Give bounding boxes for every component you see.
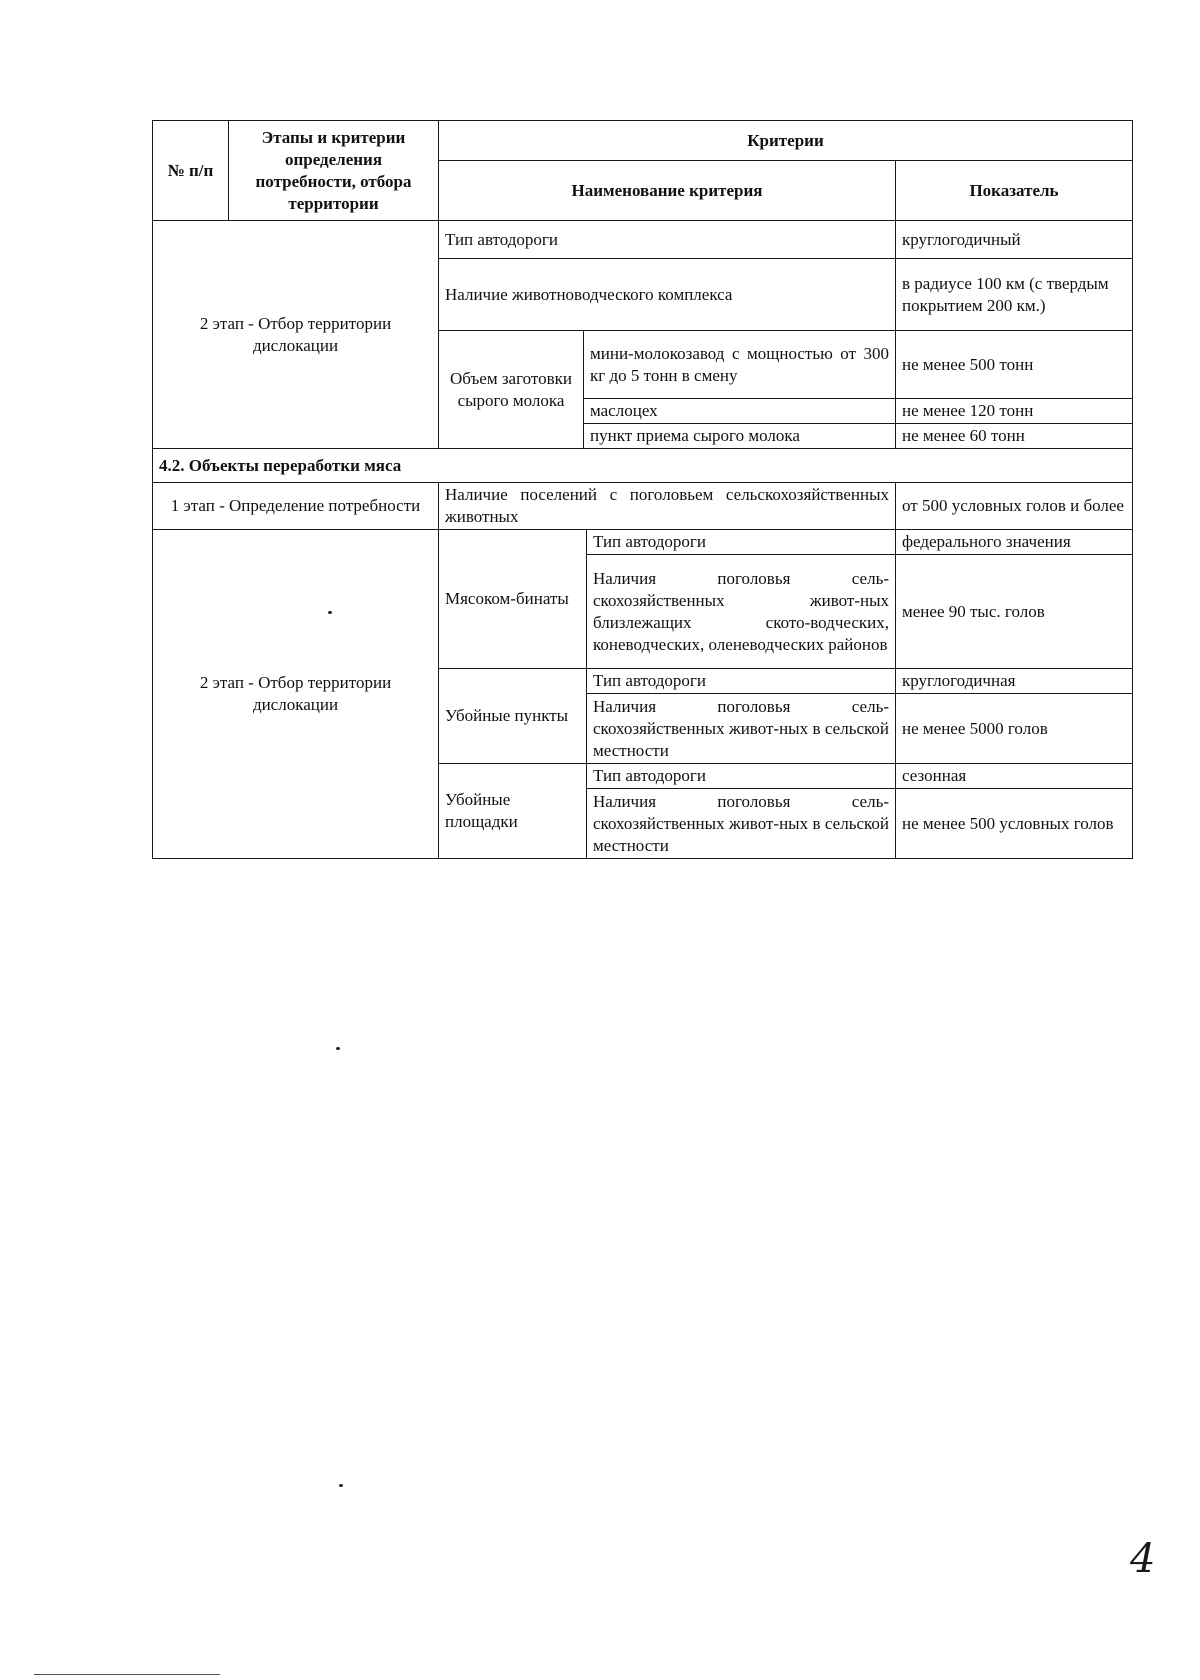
criterion-name: Тип автодороги [587,669,896,694]
criteria-table [152,120,1133,859]
criterion-value: от 500 условных голов и более [896,483,1133,530]
facility-type: Мясоком-бинаты [439,530,587,669]
criterion-value: не менее 60 тонн [896,424,1133,449]
section-title: 4.2. Объекты переработки мяса [153,449,1133,483]
criterion-name: Тип автодороги [439,221,896,259]
table-row [153,530,1133,555]
page-number: 4 [1130,1536,1156,1582]
header-criteria: Критерии [439,121,1133,161]
header-indicator: Показатель [896,161,1133,221]
milk-stage2-cell: 2 этап - Отбор территории дислокации [153,221,439,449]
header-stages: Этапы и критерии определения потребности, отбора территории [229,121,439,221]
criterion-value: не менее 500 условных голов [896,789,1133,859]
criterion-value: сезонная [896,764,1133,789]
criterion-value: федерального значения [896,530,1133,555]
criterion-value: круглогодичная [896,669,1133,694]
milk-volume-cell: Объем заготовки сырого молока [439,331,584,449]
facility-type: Убойные площадки [439,764,587,859]
scan-speck [336,1047,340,1050]
criterion-value: круглогодичный [896,221,1133,259]
scan-speck [328,611,332,614]
header-criterion-name: Наименование критерия [439,161,896,221]
section-title-row [153,449,1133,483]
scan-speck [339,1484,343,1487]
criterion-value: не менее 500 тонн [896,331,1133,399]
criterion-name: Наличия поголовья сель-скохозяйственных живот-ных в сельской местности [587,789,896,859]
criterion-value: не менее 120 тонн [896,399,1133,424]
table-row [153,483,1133,530]
criterion-value: менее 90 тыс. голов [896,555,1133,669]
criterion-name: Наличие животноводческого комплекса [439,259,896,331]
criterion-value: в радиусе 100 км (с твердым покрытием 200 км.) [896,259,1133,331]
criterion-name: пункт приема сырого молока [584,424,896,449]
criterion-name: Тип автодороги [587,530,896,555]
facility-type: Убойные пункты [439,669,587,764]
criterion-name: Тип автодороги [587,764,896,789]
criterion-name: Наличия поголовья сель-скохозяйственных живот-ных в сельской местности [587,694,896,764]
footer-rule [34,1674,220,1675]
header-num: № п/п [153,121,229,221]
criterion-name: мини-молокозавод с мощностью от 300 кг до 5 тонн в смену [584,331,896,399]
criterion-name: Наличия поголовья сель-скохозяйственных живот-ных близлежащих ското-водческих, коневодческих, оленеводческих районов [587,555,896,669]
criterion-name: Наличие поселений с поголовьем сельскохозяйственных животных [439,483,896,530]
meat-stage1-cell: 1 этап - Определение потребности [153,483,439,530]
criterion-name: маслоцех [584,399,896,424]
criterion-value: не менее 5000 голов [896,694,1133,764]
table-row [153,221,1133,259]
meat-stage2-cell: 2 этап - Отбор территории дислокации [153,530,439,859]
